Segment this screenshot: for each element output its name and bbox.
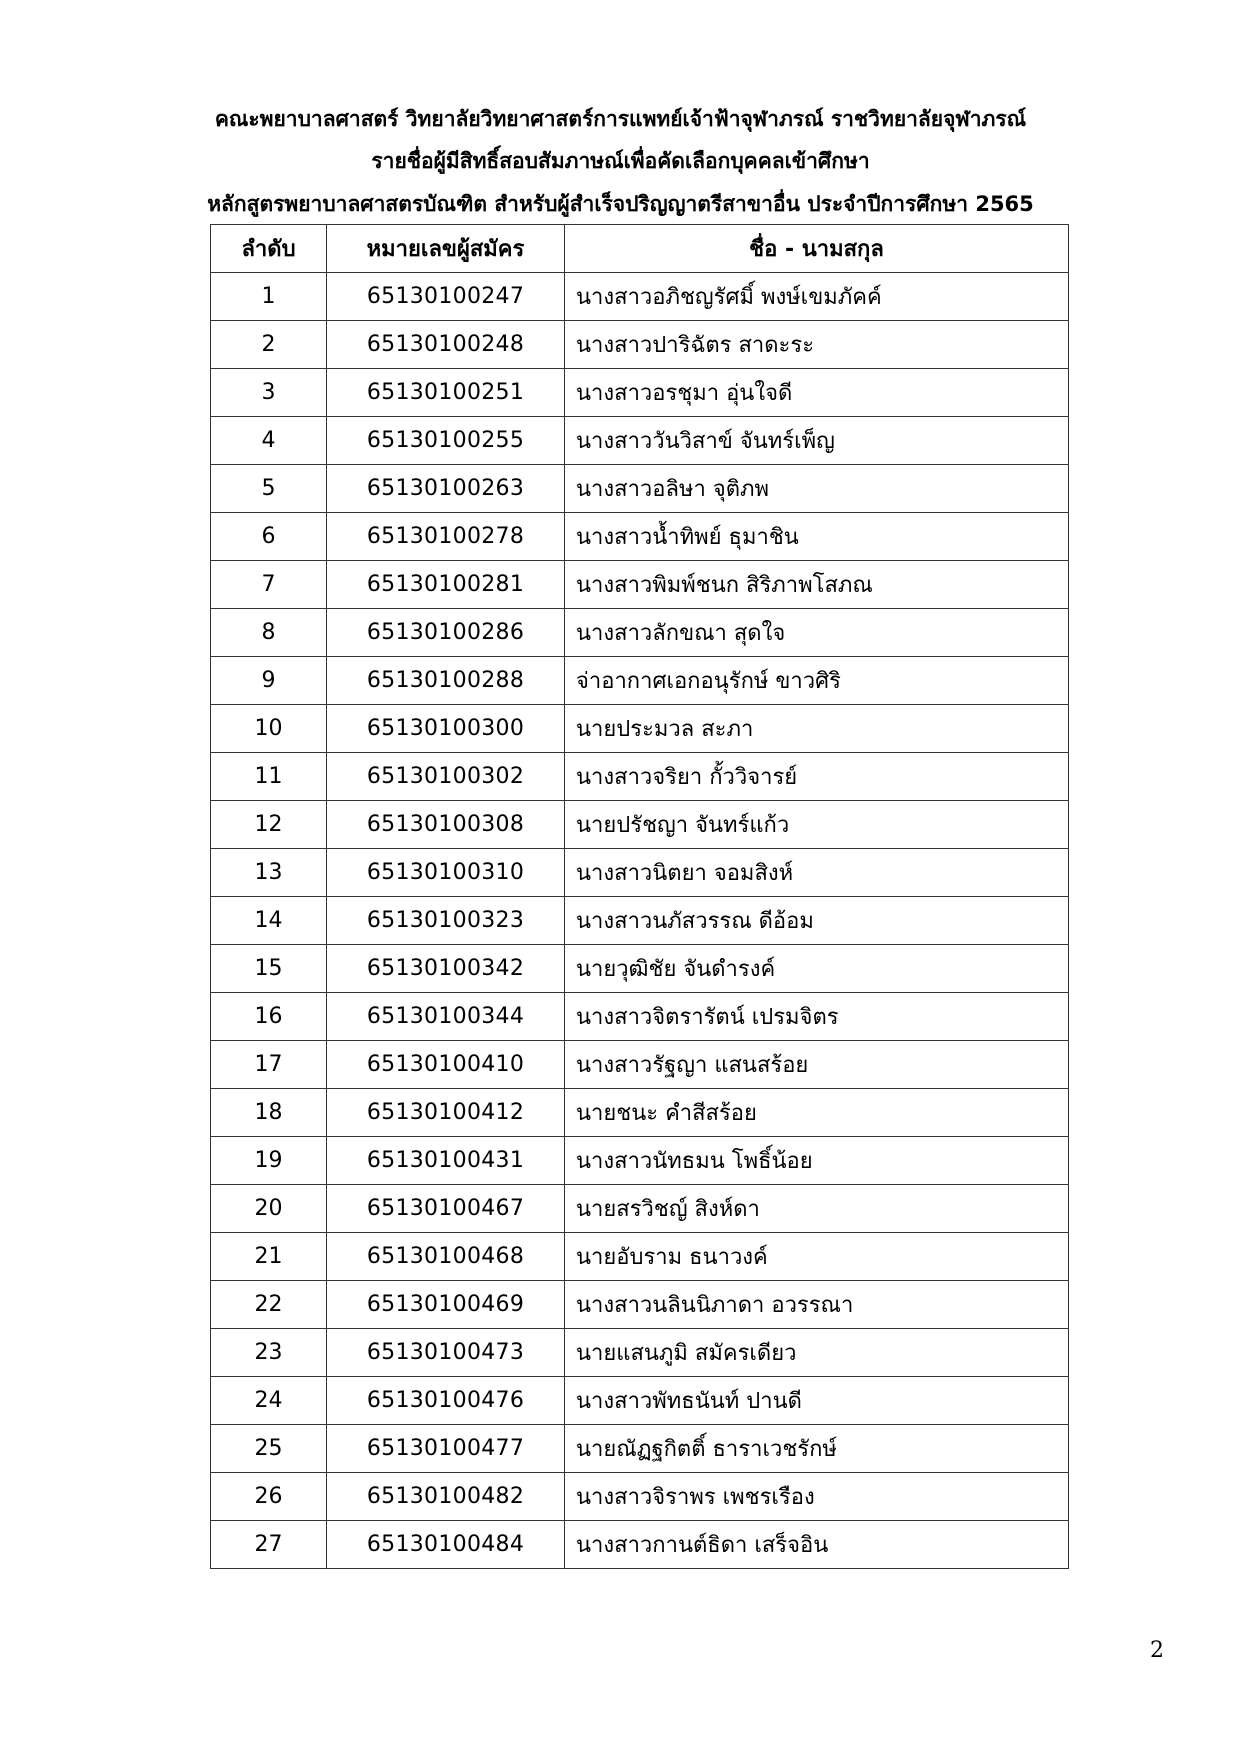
full-name: นางสาวจิราพร เพชรเรือง [565,1473,1069,1521]
table-row [211,1329,1069,1377]
row-number: 1 [211,273,327,321]
full-name: นางสาวรัฐญา แสนสร้อย [565,1041,1069,1089]
table-row [211,993,1069,1041]
row-number: 3 [211,369,327,417]
table-row [211,1281,1069,1329]
applicant-id: 65130100248 [327,321,565,369]
full-name: นางสาวนัทธมน โพธิ์น้อย [565,1137,1069,1185]
table-row [211,465,1069,513]
table-row [211,561,1069,609]
applicant-id: 65130100323 [327,897,565,945]
applicant-id: 65130100410 [327,1041,565,1089]
document-title-list: รายชื่อผู้มีสิทธิ์สอบสัมภาษณ์เพื่อคัดเลือกบุคคลเข้าศึกษา [371,149,870,173]
row-number: 13 [211,849,327,897]
table-row [211,801,1069,849]
full-name: นายประมวล สะภา [565,705,1069,753]
row-number: 16 [211,993,327,1041]
applicant-id: 65130100344 [327,993,565,1041]
row-number: 4 [211,417,327,465]
row-number: 25 [211,1425,327,1473]
table-row [211,705,1069,753]
full-name: นายชนะ คำสีสร้อย [565,1089,1069,1137]
applicant-id: 65130100484 [327,1521,565,1569]
row-number: 10 [211,705,327,753]
applicant-id: 65130100278 [327,513,565,561]
row-number: 9 [211,657,327,705]
row-number: 8 [211,609,327,657]
applicant-id: 65130100286 [327,609,565,657]
row-number: 5 [211,465,327,513]
applicant-id: 65130100431 [327,1137,565,1185]
full-name: นางสาวจริยา กั้ววิจารย์ [565,753,1069,801]
table-row [211,1137,1069,1185]
applicant-id: 65130100310 [327,849,565,897]
full-name: นายสรวิชญ์ สิงห์ดา [565,1185,1069,1233]
candidate-table [210,224,1069,1569]
full-name: นางสาวพิมพ์ชนก สิริภาพโสภณ [565,561,1069,609]
full-name: นางสาวน้ำทิพย์ ธุมาชิน [565,513,1069,561]
table-row [211,273,1069,321]
full-name: นางสาวปาริฉัตร สาดะระ [565,321,1069,369]
applicant-id: 65130100251 [327,369,565,417]
applicant-id: 65130100281 [327,561,565,609]
row-number: 20 [211,1185,327,1233]
full-name: นางสาวนิตยา จอมสิงห์ [565,849,1069,897]
row-number: 19 [211,1137,327,1185]
document-title-program: หลักสูตรพยาบาลศาสตรบัณฑิต สำหรับผู้สำเร็จปริญญาตรีสาขาอื่น ประจำปีการศึกษา 2565 [207,192,1034,216]
full-name: นางสาวกานต์ธิดา เสร็จอิน [565,1521,1069,1569]
full-name: นางสาวนภัสวรรณ ดีอ้อม [565,897,1069,945]
applicant-id: 65130100412 [327,1089,565,1137]
table-row [211,849,1069,897]
column-header-full-name: ชื่อ - นามสกุล [565,225,1069,273]
table-body [211,273,1069,1569]
row-number: 14 [211,897,327,945]
applicant-id: 65130100300 [327,705,565,753]
table-row [211,1425,1069,1473]
row-number: 15 [211,945,327,993]
row-number: 17 [211,1041,327,1089]
applicant-id: 65130100469 [327,1281,565,1329]
full-name: นางสาวนลินนิภาดา อวรรณา [565,1281,1069,1329]
table-row [211,1521,1069,1569]
full-name: นายปรัชญา จันทร์แก้ว [565,801,1069,849]
column-header-applicant-id: หมายเลขผู้สมัคร [327,225,565,273]
row-number: 21 [211,1233,327,1281]
full-name: จ่าอากาศเอกอนุรักษ์ ขาวศิริ [565,657,1069,705]
row-number: 24 [211,1377,327,1425]
table-row [211,1089,1069,1137]
table-row [211,1377,1069,1425]
table-row [211,753,1069,801]
applicant-id: 65130100476 [327,1377,565,1425]
full-name: นางสาวอลิษา จุติภพ [565,465,1069,513]
applicant-id: 65130100467 [327,1185,565,1233]
table-row [211,513,1069,561]
applicant-id: 65130100342 [327,945,565,993]
full-name: นายณัฏฐกิตติ์ ธาราเวชรักษ์ [565,1425,1069,1473]
row-number: 22 [211,1281,327,1329]
row-number: 12 [211,801,327,849]
applicant-id: 65130100308 [327,801,565,849]
full-name: นางสาวลักขณา สุดใจ [565,609,1069,657]
table-row [211,1233,1069,1281]
table-header-row [211,225,1069,273]
applicant-id: 65130100247 [327,273,565,321]
table-row [211,1041,1069,1089]
full-name: นายแสนภูมิ สมัครเดียว [565,1329,1069,1377]
applicant-id: 65130100473 [327,1329,565,1377]
table-row [211,321,1069,369]
row-number: 26 [211,1473,327,1521]
full-name: นายวุฒิชัย จันดำรงค์ [565,945,1069,993]
row-number: 27 [211,1521,327,1569]
table-row [211,945,1069,993]
row-number: 23 [211,1329,327,1377]
applicant-id: 65130100468 [327,1233,565,1281]
table-row [211,369,1069,417]
applicant-id: 65130100477 [327,1425,565,1473]
row-number: 7 [211,561,327,609]
applicant-id: 65130100263 [327,465,565,513]
applicant-id: 65130100482 [327,1473,565,1521]
table-row [211,1185,1069,1233]
row-number: 18 [211,1089,327,1137]
row-number: 11 [211,753,327,801]
full-name: นายอับราม ธนาวงค์ [565,1233,1069,1281]
row-number: 6 [211,513,327,561]
full-name: นางสาวจิตรารัตน์ เปรมจิตร [565,993,1069,1041]
document-title-faculty: คณะพยาบาลศาสตร์ วิทยาลัยวิทยาศาสตร์การแพทย์เจ้าฟ้าจุฬาภรณ์ ราชวิทยาลัยจุฬาภรณ์ [214,107,1027,131]
full-name: นางสาววันวิสาข์ จันทร์เพ็ญ [565,417,1069,465]
row-number: 2 [211,321,327,369]
full-name: นางสาวพัทธนันท์ ปานดี [565,1377,1069,1425]
page-number: 2 [1150,1638,1164,1663]
table-row [211,657,1069,705]
table-row [211,1473,1069,1521]
full-name: นางสาวอรชุมา อุ่นใจดี [565,369,1069,417]
applicant-id: 65130100302 [327,753,565,801]
applicant-id: 65130100288 [327,657,565,705]
table-row [211,417,1069,465]
table-row [211,897,1069,945]
table-row [211,609,1069,657]
full-name: นางสาวอภิชญรัศมิ์ พงษ์เขมภัคค์ [565,273,1069,321]
column-header-number: ลำดับ [211,225,327,273]
applicant-id: 65130100255 [327,417,565,465]
